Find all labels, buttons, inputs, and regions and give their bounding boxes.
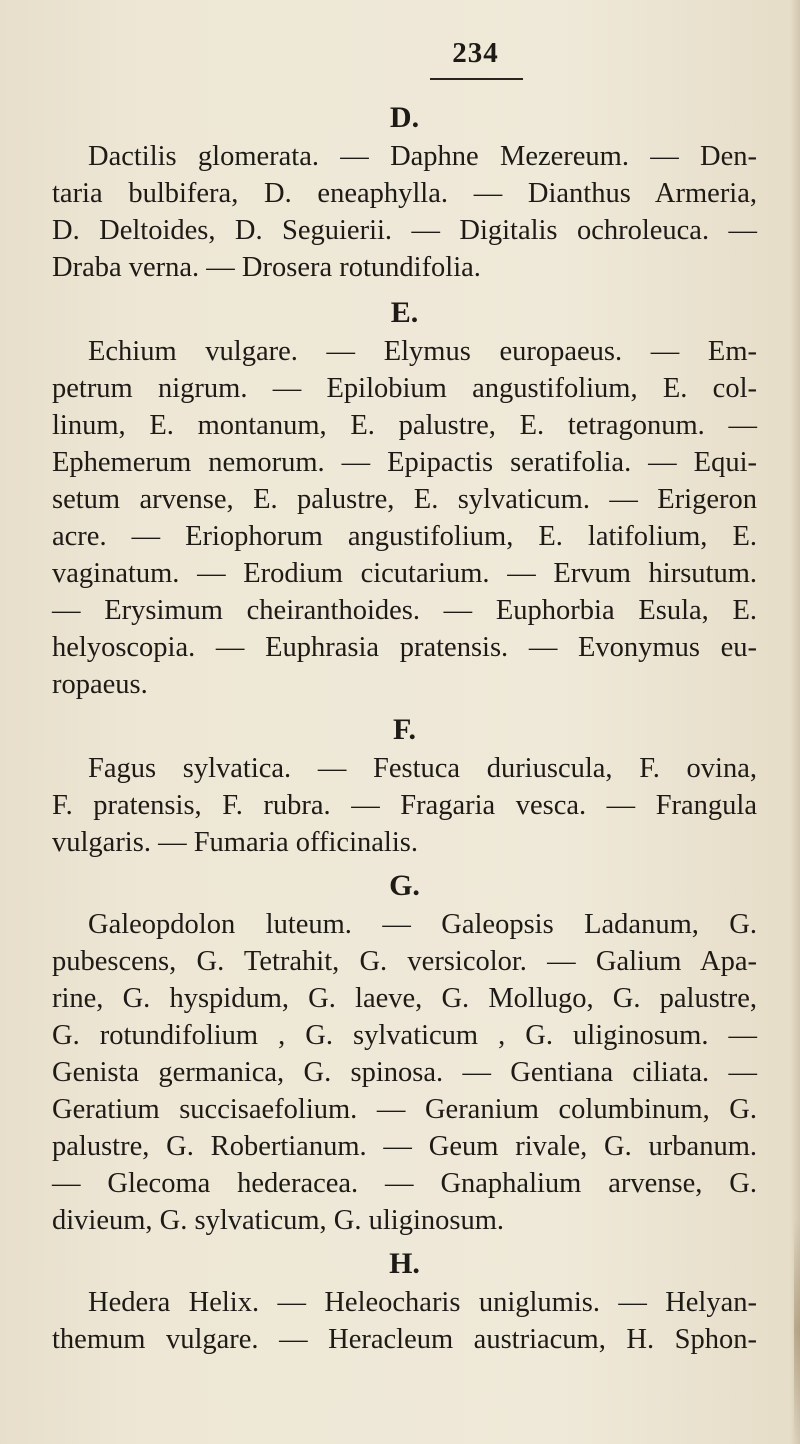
spacer xyxy=(52,286,757,293)
text-line: rine, G. hyspidum, G. laeve, G. Mollugo, G. palustre, xyxy=(52,983,757,1014)
text-line: ropaeus. xyxy=(52,669,148,700)
text-line: taria bulbifera, D. eneaphylla. — Dianthus Armeria, xyxy=(52,178,757,209)
text-line: palustre, G. Robertianum. — Geum rivale, G. urbanum. xyxy=(52,1131,757,1162)
section-heading-d: D. xyxy=(389,101,420,134)
text-line: vaginatum. — Erodium cicutarium. — Ervum hirsutum. xyxy=(52,558,757,589)
header-rule xyxy=(430,78,523,80)
text-line: Dactilis glomerata. — Daphne Mezereum. — Den- xyxy=(88,141,757,172)
section-d-paragraph xyxy=(52,138,757,286)
text-line: F. pratensis, F. rubra. — Fragaria vesca. — Frangula xyxy=(52,790,757,821)
text-line: helyoscopia. — Euphrasia pratensis. — Evonymus eu- xyxy=(52,632,757,663)
text-line: pubescens, G. Tetrahit, G. versicolor. — Galium Apa- xyxy=(52,946,757,977)
section-f xyxy=(52,710,757,861)
text-line: Echium vulgare. — Elymus europaeus. — Em- xyxy=(88,336,757,367)
text-line: setum arvense, E. palustre, E. sylvaticum. — Erigeron xyxy=(52,484,757,515)
page-edge-stain xyxy=(794,1220,800,1440)
text-line: — Erysimum cheiranthoides. — Euphorbia Esula, E. xyxy=(52,595,757,626)
text-line: Hedera Helix. — Heleocharis uniglumis. — Helyan- xyxy=(88,1287,757,1318)
section-e-paragraph xyxy=(52,333,757,703)
section-f-paragraph xyxy=(52,750,757,861)
text-body xyxy=(52,98,757,1358)
text-line: linum, E. montanum, E. palustre, E. tetragonum. — xyxy=(52,410,757,441)
section-h-paragraph xyxy=(52,1284,757,1358)
section-d xyxy=(52,98,757,286)
text-line: D. Deltoides, D. Seguierii. — Digitalis ochroleuca. — xyxy=(52,215,757,246)
text-line: divieum, G. sylvaticum, G. uliginosum. xyxy=(52,1205,505,1236)
section-heading-h: H. xyxy=(389,1247,420,1280)
page-header xyxy=(428,38,523,68)
text-line: vulgaris. — Fumaria officinalis. xyxy=(52,827,418,858)
text-line: Draba verna. — Drosera rotundifolia. xyxy=(52,252,481,283)
section-heading-f: F. xyxy=(392,713,417,746)
section-h xyxy=(52,1244,757,1358)
text-line: — Glecoma hederacea. — Gnaphalium arvense, G. xyxy=(52,1168,757,1199)
text-line: Fagus sylvatica. — Festuca duriuscula, F. ovina, xyxy=(88,753,757,784)
text-line: acre. — Eriophorum angustifolium, E. latifolium, E. xyxy=(52,521,757,552)
spacer xyxy=(52,703,757,710)
text-line: G. rotundifolium , G. sylvaticum , G. uliginosum. — xyxy=(52,1020,757,1051)
section-e xyxy=(52,293,757,703)
section-heading-g: G. xyxy=(389,869,420,902)
text-line: Galeopdolon luteum. — Galeopsis Ladanum, G. xyxy=(88,909,757,940)
text-line: petrum nigrum. — Epilobium angustifolium, E. col- xyxy=(52,373,757,404)
text-line: themum vulgare. — Heracleum austriacum, H. Sphon- xyxy=(52,1324,757,1355)
page-number: 234 xyxy=(452,37,499,69)
section-g xyxy=(52,866,757,1239)
text-line: Geratium succisaefolium. — Geranium columbinum, G. xyxy=(52,1094,757,1125)
text-line: Ephemerum nemorum. — Epipactis seratifolia. — Equi- xyxy=(52,447,757,478)
section-g-paragraph xyxy=(52,906,757,1239)
text-line: Genista germanica, G. spinosa. — Gentiana ciliata. — xyxy=(52,1057,757,1088)
section-heading-e: E. xyxy=(390,296,419,329)
